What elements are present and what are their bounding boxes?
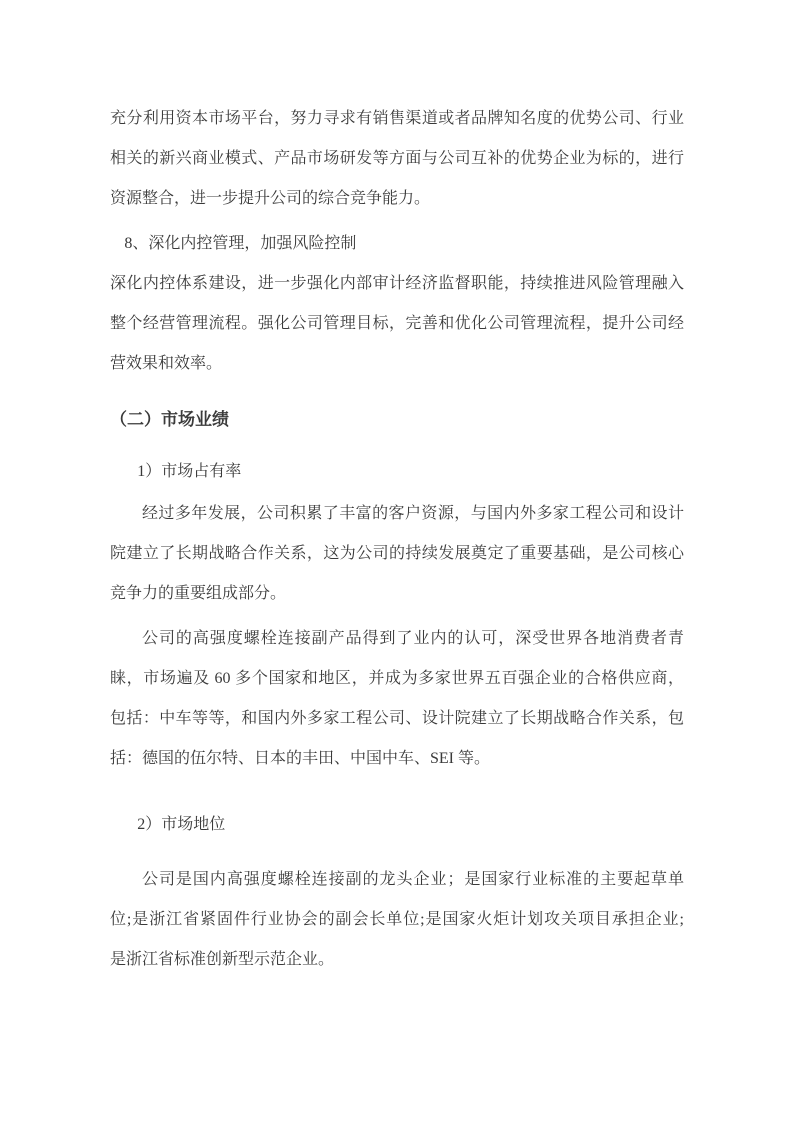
para-leading-enterprise <box>110 860 684 980</box>
section-heading-market-performance <box>110 400 684 440</box>
text-line: 括：德国的伍尔特、日本的丰田、中国中车、SEI 等。 <box>110 750 491 767</box>
text-line: 2）市场地位 <box>137 816 226 833</box>
text-line: 经过多年发展，公司积累了丰富的客户资源，与国内外多家工程公司和设计 <box>142 505 684 522</box>
para-customer-resources <box>110 494 684 614</box>
para-product-recognition <box>110 619 684 779</box>
text-line: 院建立了长期战略合作关系，这为公司的持续发展奠定了重要基础，是公司核心 <box>110 545 684 562</box>
text-line: （二）市场业绩 <box>110 410 229 429</box>
text-line: 深化内控体系建设，进一步强化内部审计经济监督职能，持续推进风险管理融入 <box>110 275 684 292</box>
text-line: 公司是国内高强度螺栓连接副的龙头企业；是国家行业标准的主要起草单 <box>142 871 684 888</box>
numbered-heading-8-internal-control <box>110 224 684 264</box>
text-line: 公司的高强度螺栓连接副产品得到了业内的认可，深受世界各地消费者青 <box>142 630 684 647</box>
sub-heading-market-share <box>110 452 684 492</box>
text-line: 竞争力的重要组成部分。 <box>110 585 287 602</box>
text-line: 充分利用资本市场平台，努力寻求有销售渠道或者品牌知名度的优势公司、行业 <box>110 110 684 127</box>
text-line: 营效果和效率。 <box>110 355 223 372</box>
sub-heading-market-position <box>110 805 684 845</box>
text-line: 位;是浙江省紧固件行业协会的副会长单位;是国家火炬计划攻关项目承担企业; <box>110 911 684 928</box>
text-line: 整个经营管理流程。强化公司管理目标，完善和优化公司管理流程，提升公司经 <box>110 315 684 332</box>
para-capital-market-integration <box>110 99 684 219</box>
text-line: 睐，市场遍及 60 多个国家和地区，并成为多家世界五百强企业的合格供应商， <box>110 670 684 687</box>
text-line: 相关的新兴商业模式、产品市场研发等方面与公司互补的优势企业为标的，进行 <box>110 150 684 167</box>
text-line: 8、深化内控管理，加强风险控制 <box>124 235 357 252</box>
text-line: 包括：中车等等，和国内外多家工程公司、设计院建立了长期战略合作关系，包 <box>110 710 684 727</box>
text-line: 是浙江省标准创新型示范企业。 <box>110 951 335 968</box>
para-internal-control-system <box>110 264 684 384</box>
text-line: 1）市场占有率 <box>137 463 242 480</box>
text-line: 资源整合，进一步提升公司的综合竞争能力。 <box>110 190 431 207</box>
document-content <box>110 99 684 980</box>
